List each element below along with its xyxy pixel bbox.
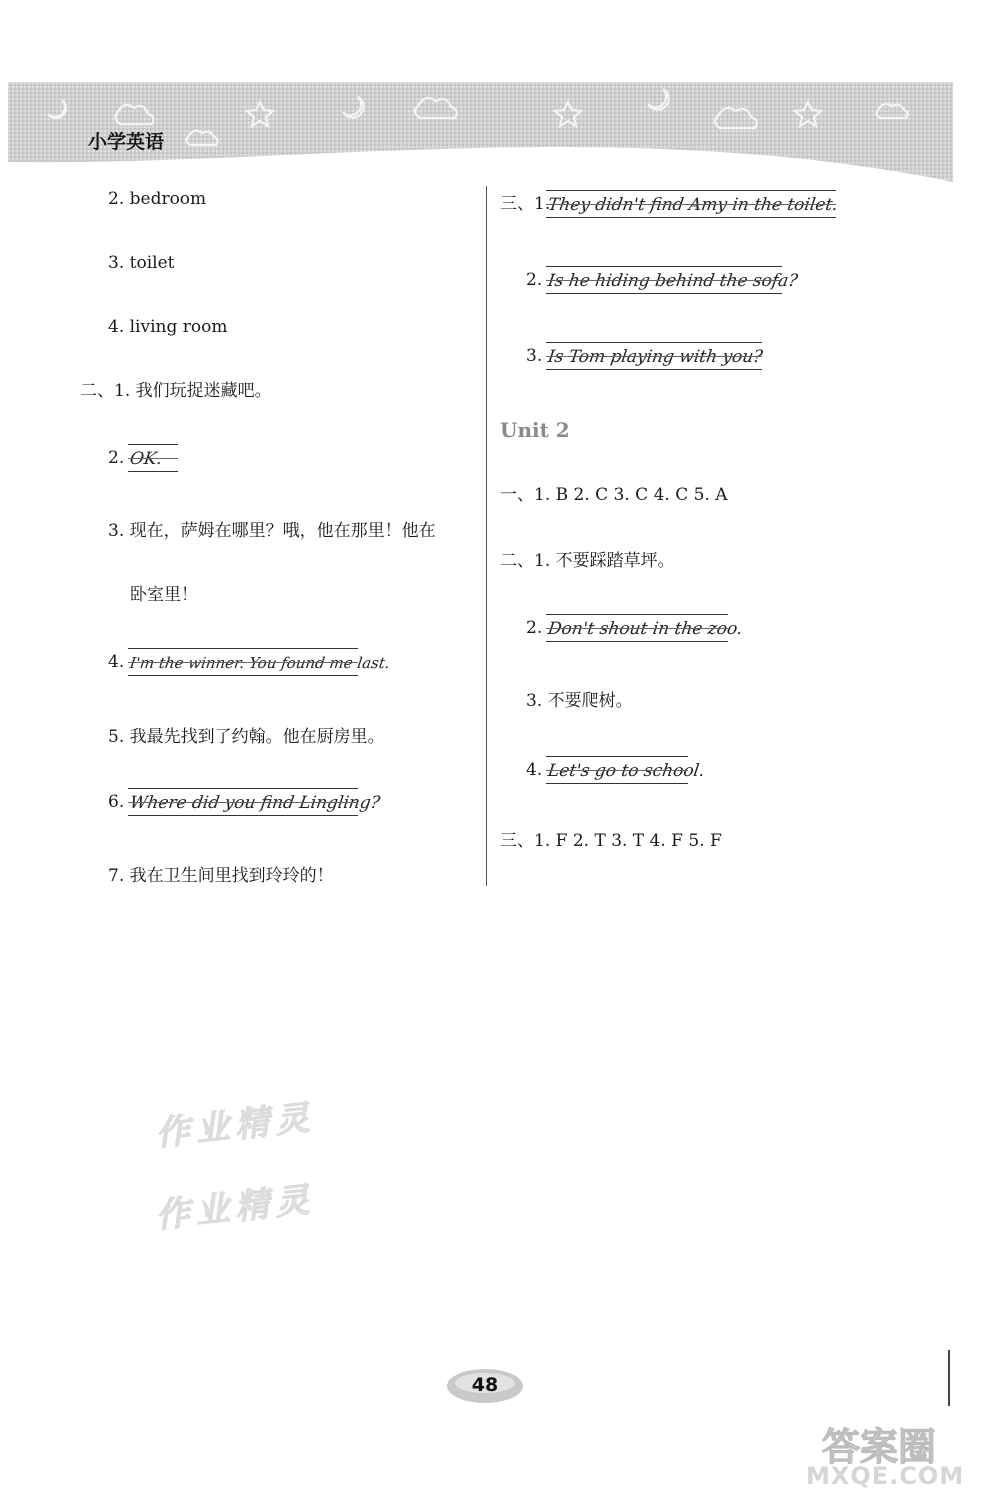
section-two-line: 二、1. 我们玩捉迷藏吧。 (80, 381, 272, 401)
handwritten-text: Don't shout in the zoo. (546, 619, 744, 639)
answer-line-continued: 卧室里！ (130, 585, 198, 605)
item-number: 3. (526, 346, 543, 366)
ruled-lines (128, 648, 391, 676)
handwritten-text: Is he hiding behind the sofa? (546, 271, 799, 291)
answer-line: 7. 我在卫生间里找到玲玲的！ (108, 866, 334, 886)
item-number: 2. (108, 448, 125, 468)
ruled-lines (546, 190, 840, 218)
ruled-lines (546, 266, 799, 294)
answer-line: 3. 不要爬树。 (526, 691, 633, 711)
handwritten-text: Where did you find Lingling? (128, 793, 382, 813)
section-three-line: 三、1. F 2. T 3. T 4. F 5. F (500, 831, 722, 851)
handwritten-answer (526, 342, 762, 372)
item-number: 4. (108, 652, 125, 672)
answer-line: 4. living room (108, 317, 228, 337)
handwritten-text: They didn't find Amy in the toilet. (546, 195, 840, 215)
section-three-marker: 三、1. (500, 194, 551, 214)
handwritten-answer (108, 788, 382, 818)
site-logo: 答案圈 (822, 1425, 937, 1469)
page-number-badge (446, 1368, 524, 1404)
unit-heading: Unit 2 (500, 418, 570, 442)
section-one-line: 一、1. B 2. C 3. C 4. C 5. A (500, 485, 728, 505)
site-url: MXQE.COM (806, 1462, 965, 1490)
item-number: 6. (108, 792, 125, 812)
item-number: 2. (526, 270, 543, 290)
ruled-lines (128, 444, 178, 472)
handwritten-answer (526, 266, 799, 296)
handwritten-text: I'm the winner. You found me last. (128, 654, 391, 672)
item-number: 2. (526, 618, 543, 638)
handwritten-text: OK. (128, 449, 164, 469)
page-number: 48 (471, 1374, 499, 1396)
book-title: 小学英语 (88, 131, 165, 153)
answer-line: 5. 我最先找到了约翰。他在厨房里。 (108, 727, 385, 747)
ruled-lines (546, 614, 744, 642)
handwritten-answer (108, 648, 391, 678)
section-two-line: 二、1. 不要踩踏草坪。 (500, 551, 675, 571)
answer-line: 2. bedroom (108, 189, 207, 209)
edge-mark (948, 1350, 950, 1406)
ruled-lines (546, 342, 762, 370)
watermark: 作业精灵 (153, 1097, 318, 1155)
handwritten-answer (526, 614, 744, 644)
handwritten-answer (108, 444, 178, 474)
column-divider (486, 186, 487, 886)
answer-line: 3. toilet (108, 253, 175, 273)
ruled-lines (128, 788, 382, 816)
answer-line: 3. 现在，萨姆在哪里？哦，他在那里！他在 (108, 521, 436, 541)
handwritten-answer (500, 190, 840, 220)
item-number: 4. (526, 760, 543, 780)
ruled-lines (546, 756, 706, 784)
handwritten-text: Is Tom playing with you? (546, 347, 764, 367)
handwritten-answer (526, 756, 706, 786)
handwritten-text: Let's go to school. (546, 761, 706, 781)
watermark: 作业精灵 (153, 1179, 318, 1237)
